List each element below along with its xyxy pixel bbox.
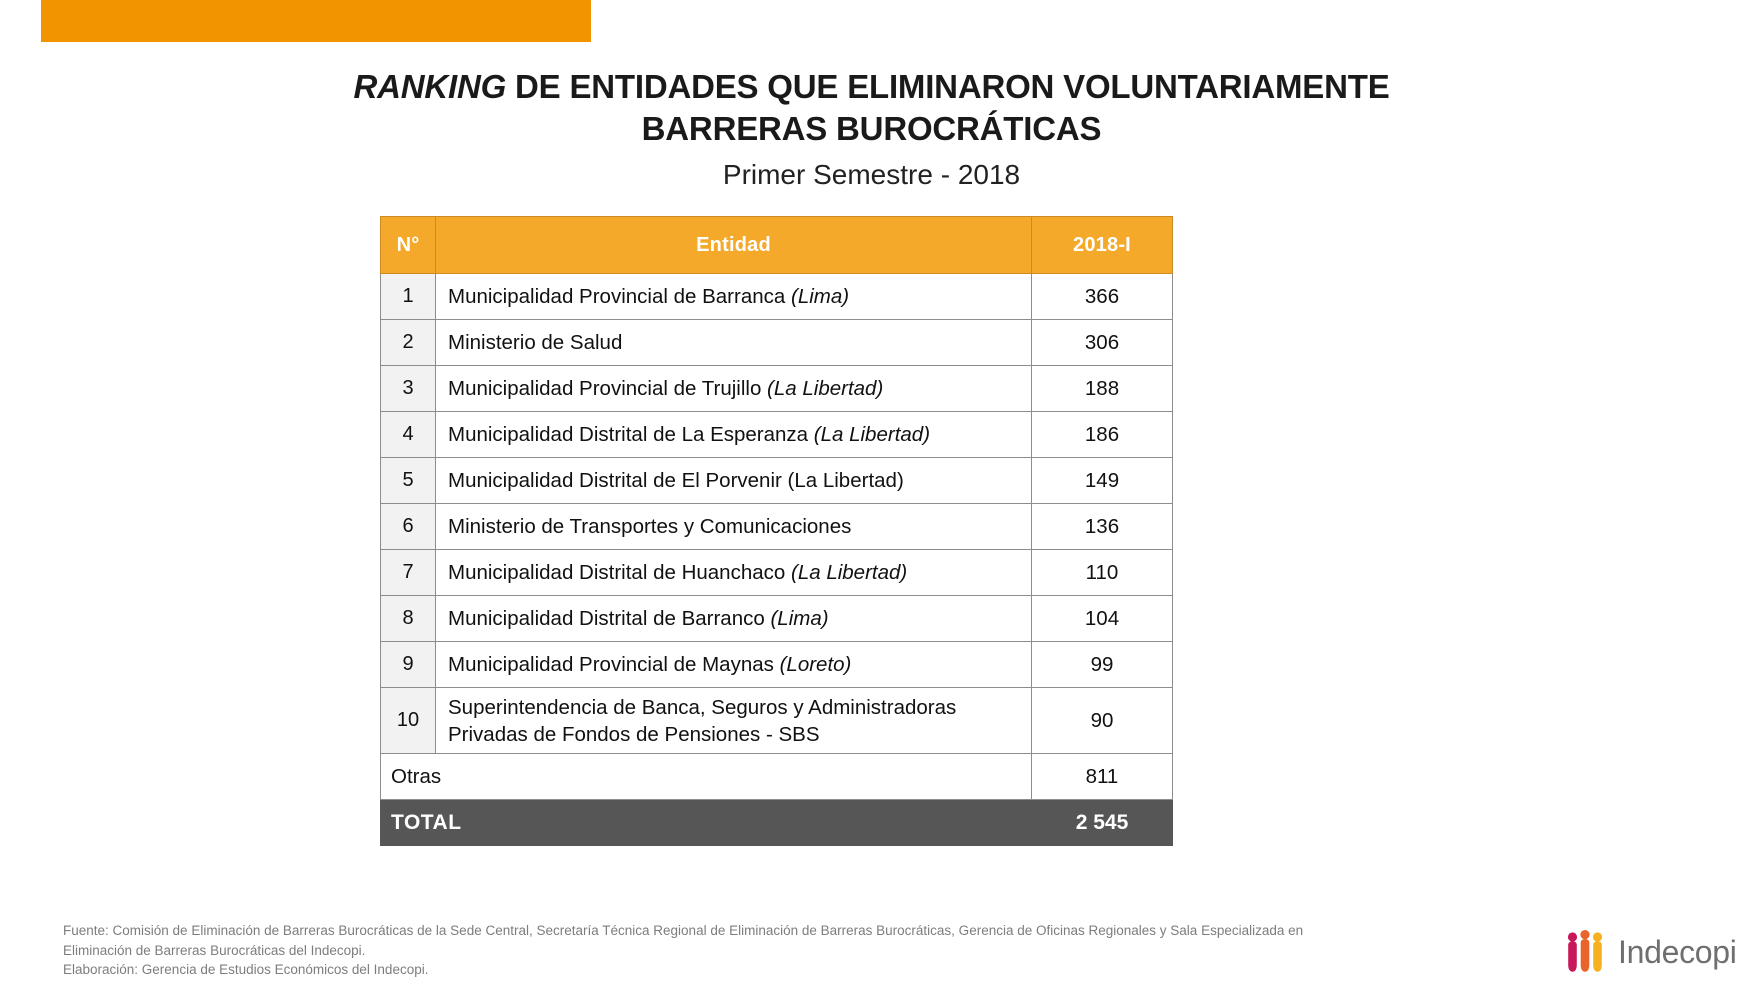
entity-name-text: Superintendencia de Banca, Seguros y Administradoras Privadas de Fondos de Pensiones - SBS xyxy=(448,695,957,746)
entity-location-text: (La Libertad) xyxy=(767,377,884,400)
cell-rank-number: 6 xyxy=(381,504,436,550)
table-row xyxy=(381,458,1173,504)
entity-name-text: Municipalidad Distrital de Huanchaco xyxy=(448,561,791,584)
table-row xyxy=(381,550,1173,596)
cell-entity-name xyxy=(436,550,1032,596)
ranking-table xyxy=(380,216,1173,846)
cell-value-2018-1: 366 xyxy=(1032,274,1173,320)
page-title-rest: DE ENTIDADES QUE ELIMINARON VOLUNTARIAMENTE xyxy=(506,68,1390,105)
entity-name-text: Ministerio de Transportes y Comunicaciones xyxy=(448,515,852,538)
page-title-ranking-word: RANKING xyxy=(353,68,507,105)
table-row xyxy=(381,320,1173,366)
cell-rank-number: 2 xyxy=(381,320,436,366)
cell-entity-name xyxy=(436,366,1032,412)
cell-entity-name xyxy=(436,504,1032,550)
cell-entity-name xyxy=(436,642,1032,688)
cell-rank-number: 7 xyxy=(381,550,436,596)
top-accent-bar xyxy=(41,0,591,42)
cell-rank-number: 9 xyxy=(381,642,436,688)
cell-value-2018-1: 136 xyxy=(1032,504,1173,550)
table-row-total xyxy=(381,800,1173,846)
table-header xyxy=(381,217,1173,274)
cell-rank-number: 1 xyxy=(381,274,436,320)
cell-entity-name xyxy=(436,458,1032,504)
cell-value-2018-1: 306 xyxy=(1032,320,1173,366)
table-row xyxy=(381,596,1173,642)
cell-entity-name xyxy=(436,274,1032,320)
entity-name-text: Municipalidad Distrital de La Esperanza xyxy=(448,423,814,446)
page-title xyxy=(0,66,1743,150)
cell-rank-number: 4 xyxy=(381,412,436,458)
source-footnote xyxy=(63,921,1443,980)
entity-location-text: (La Libertad) xyxy=(791,561,908,584)
source-line-3: Elaboración: Gerencia de Estudios Económicos del Indecopi. xyxy=(63,962,429,977)
table-row xyxy=(381,642,1173,688)
column-header-value: 2018-I xyxy=(1032,217,1173,274)
entity-name-text: Ministerio de Salud xyxy=(448,331,623,354)
entity-location-text: (Lima) xyxy=(770,607,829,630)
indecopi-figures-icon xyxy=(1565,930,1611,974)
cell-value-2018-1: 186 xyxy=(1032,412,1173,458)
cell-value-2018-1: 110 xyxy=(1032,550,1173,596)
entity-name-text: Municipalidad Distrital de El Porvenir (La Libertad) xyxy=(448,469,904,492)
cell-rank-number: 3 xyxy=(381,366,436,412)
cell-value-2018-1: 188 xyxy=(1032,366,1173,412)
cell-otras-value: 811 xyxy=(1032,754,1173,800)
cell-total-value: 2 545 xyxy=(1032,800,1173,846)
page-subtitle: Primer Semestre - 2018 xyxy=(722,159,1021,190)
cell-value-2018-1: 90 xyxy=(1032,688,1173,754)
cell-entity-name xyxy=(436,596,1032,642)
entity-name-text: Municipalidad Provincial de Barranca xyxy=(448,285,791,308)
cell-entity-name xyxy=(436,320,1032,366)
cell-otras-label: Otras xyxy=(381,754,1032,800)
entity-name-text: Municipalidad Distrital de Barranco xyxy=(448,607,771,630)
cell-rank-number: 8 xyxy=(381,596,436,642)
table-row xyxy=(381,274,1173,320)
table-body xyxy=(381,274,1173,846)
cell-entity-name xyxy=(436,412,1032,458)
entity-name-text: Municipalidad Provincial de Trujillo xyxy=(448,377,768,400)
cell-total-label: TOTAL xyxy=(381,800,1032,846)
table-row xyxy=(381,504,1173,550)
ranking-table-container xyxy=(380,216,1172,846)
cell-value-2018-1: 104 xyxy=(1032,596,1173,642)
cell-rank-number: 5 xyxy=(381,458,436,504)
indecopi-wordmark: Indecopi xyxy=(1618,934,1737,970)
entity-name-text: Municipalidad Provincial de Maynas xyxy=(448,653,780,676)
page-title-line2: BARRERAS BUROCRÁTICAS xyxy=(641,110,1102,147)
entity-location-text: (Lima) xyxy=(791,285,850,308)
table-row xyxy=(381,366,1173,412)
entity-location-text: (La Libertad) xyxy=(813,423,931,446)
column-header-entity: Entidad xyxy=(436,217,1032,274)
table-header-row xyxy=(381,217,1173,274)
table-row xyxy=(381,688,1173,754)
table-row xyxy=(381,412,1173,458)
cell-value-2018-1: 99 xyxy=(1032,642,1173,688)
table-row-otras xyxy=(381,754,1173,800)
indecopi-logo xyxy=(1565,930,1737,974)
source-line-1: Fuente: Comisión de Eliminación de Barreras Burocráticas de la Sede Central, Secretaría Técnica Regional de Eliminación de Barreras Burocráticas, Gerencia de Oficinas Regionales y Sala Especializada en xyxy=(63,923,1304,938)
cell-value-2018-1: 149 xyxy=(1032,458,1173,504)
source-line-2: Eliminación de Barreras Burocráticas del Indecopi. xyxy=(63,942,366,958)
column-header-number: N° xyxy=(381,217,436,274)
cell-entity-name xyxy=(436,688,1032,754)
title-block xyxy=(0,66,1743,195)
entity-location-text: (Loreto) xyxy=(779,653,852,676)
cell-rank-number: 10 xyxy=(381,688,436,754)
